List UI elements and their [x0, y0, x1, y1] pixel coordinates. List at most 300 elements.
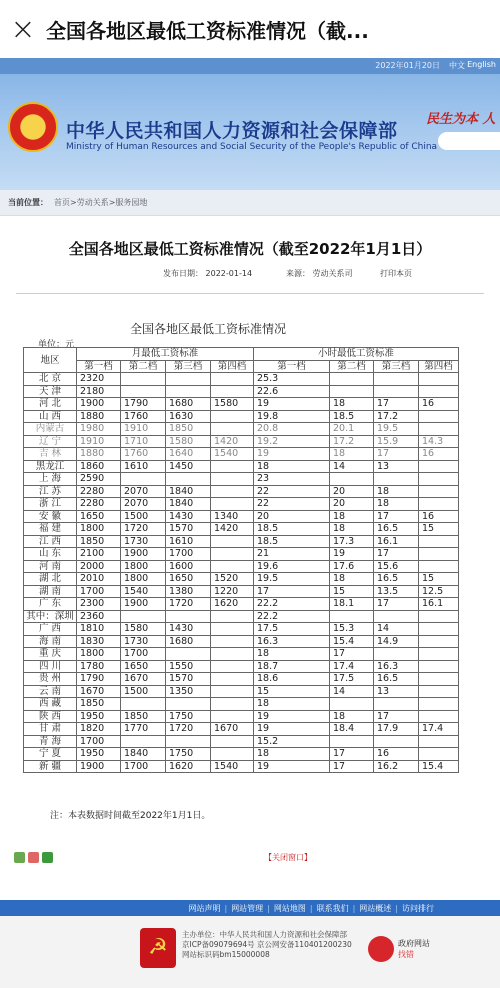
- hourly-wage-cell: 17.5: [254, 623, 330, 636]
- monthly-wage-cell: 1650: [166, 573, 211, 586]
- breadcrumb-path[interactable]: 首页>劳动关系>服务园地: [54, 198, 148, 207]
- monthly-wage-cell: 1220: [211, 585, 254, 598]
- hourly-wage-cell: 15: [419, 523, 459, 536]
- hourly-wage-cell: 19.6: [254, 560, 330, 573]
- share-icon[interactable]: [14, 852, 25, 863]
- hourly-wage-cell: 16.5: [374, 673, 419, 686]
- monthly-wage-cell: 1720: [121, 523, 166, 536]
- monthly-wage-cell: [121, 698, 166, 711]
- language-english-link[interactable]: English: [467, 60, 496, 69]
- monthly-wage-cell: 1650: [121, 660, 166, 673]
- monthly-wage-cell: [211, 548, 254, 561]
- table-row: [24, 673, 459, 686]
- region-cell: 浙 江: [24, 498, 77, 511]
- monthly-wage-cell: 1840: [166, 485, 211, 498]
- footer-info: [182, 930, 352, 960]
- page-title: 全国各地区最低工资标准情况（截...: [46, 18, 369, 43]
- hourly-wage-cell: [330, 373, 374, 386]
- hourly-wage-cell: 14: [330, 460, 374, 473]
- hourly-wage-cell: 18.7: [254, 660, 330, 673]
- hourly-wage-cell: 17: [374, 710, 419, 723]
- hourly-wage-cell: 18: [254, 748, 330, 761]
- table-row: [24, 448, 459, 461]
- table-row: [24, 598, 459, 611]
- table-row: [24, 685, 459, 698]
- hourly-wage-cell: [419, 498, 459, 511]
- wage-table-body: [24, 373, 459, 773]
- region-cell: 湖 南: [24, 585, 77, 598]
- hourly-wage-cell: 19: [254, 760, 330, 773]
- banner-date: 2022年01月20日: [375, 61, 440, 70]
- monthly-wage-cell: 1710: [121, 435, 166, 448]
- monthly-wage-cell: 1630: [166, 410, 211, 423]
- table-row: [24, 710, 459, 723]
- header-hourly-tier-1: 第一档: [254, 360, 330, 373]
- hourly-wage-cell: [419, 685, 459, 698]
- hourly-wage-cell: [374, 735, 419, 748]
- language-chinese-link[interactable]: 中文: [449, 61, 465, 70]
- hourly-wage-cell: [419, 410, 459, 423]
- monthly-wage-cell: 2280: [77, 498, 121, 511]
- hourly-wage-cell: 15.4: [330, 635, 374, 648]
- monthly-wage-cell: [166, 735, 211, 748]
- hourly-wage-cell: [419, 635, 459, 648]
- hourly-wage-cell: [330, 698, 374, 711]
- hourly-wage-cell: 19.2: [254, 435, 330, 448]
- table-row: [24, 535, 459, 548]
- monthly-wage-cell: [166, 473, 211, 486]
- close-icon[interactable]: ×: [10, 11, 36, 47]
- monthly-wage-cell: 1350: [166, 685, 211, 698]
- hourly-wage-cell: 19: [330, 548, 374, 561]
- monthly-wage-cell: 1900: [77, 760, 121, 773]
- hourly-wage-cell: [330, 735, 374, 748]
- monthly-wage-cell: 1700: [77, 735, 121, 748]
- monthly-wage-cell: [211, 748, 254, 761]
- monthly-wage-cell: 1900: [121, 598, 166, 611]
- monthly-wage-cell: [211, 710, 254, 723]
- region-cell: 陕 西: [24, 710, 77, 723]
- hourly-wage-cell: 16.3: [374, 660, 419, 673]
- monthly-wage-cell: [121, 373, 166, 386]
- region-cell: 上 海: [24, 473, 77, 486]
- hourly-wage-cell: 18.5: [254, 523, 330, 536]
- hourly-wage-cell: 22: [254, 498, 330, 511]
- region-cell: 广 西: [24, 623, 77, 636]
- hourly-wage-cell: [374, 373, 419, 386]
- hourly-wage-cell: 16.1: [419, 598, 459, 611]
- monthly-wage-cell: 2320: [77, 373, 121, 386]
- region-cell: 贵 州: [24, 673, 77, 686]
- monthly-wage-cell: 1670: [211, 723, 254, 736]
- region-cell: 青 海: [24, 735, 77, 748]
- region-cell: 北 京: [24, 373, 77, 386]
- hourly-wage-cell: 17.6: [330, 560, 374, 573]
- hourly-wage-cell: [374, 648, 419, 661]
- hourly-wage-cell: 16: [419, 510, 459, 523]
- monthly-wage-cell: [211, 423, 254, 436]
- monthly-wage-cell: 1580: [121, 623, 166, 636]
- footer: [0, 916, 500, 988]
- table-note: 注：本表数据时间截至2022年1月1日。: [50, 811, 211, 821]
- monthly-wage-cell: 1900: [121, 548, 166, 561]
- monthly-wage-cell: 1420: [211, 435, 254, 448]
- monthly-wage-cell: 2070: [121, 485, 166, 498]
- monthly-wage-cell: 1430: [166, 510, 211, 523]
- hourly-wage-cell: 17: [374, 510, 419, 523]
- footer-link-ranking[interactable]: 访问排行: [402, 903, 434, 913]
- table-row: [24, 473, 459, 486]
- monthly-wage-cell: 1520: [211, 573, 254, 586]
- monthly-wage-cell: 2180: [77, 385, 121, 398]
- table-row: [24, 410, 459, 423]
- hourly-wage-cell: 17: [374, 448, 419, 461]
- hourly-wage-cell: 18: [254, 648, 330, 661]
- monthly-wage-cell: 1450: [166, 460, 211, 473]
- monthly-wage-cell: 1700: [121, 648, 166, 661]
- table-row: [24, 498, 459, 511]
- monthly-wage-cell: [211, 498, 254, 511]
- wechat-icon[interactable]: [42, 852, 53, 863]
- monthly-wage-cell: [121, 385, 166, 398]
- monthly-wage-cell: 1860: [77, 460, 121, 473]
- hourly-wage-cell: 17.9: [374, 723, 419, 736]
- table-row: [24, 623, 459, 636]
- hourly-wage-cell: 14: [374, 623, 419, 636]
- breadcrumb-label: 当前位置：: [8, 198, 48, 207]
- monthly-wage-cell: [166, 648, 211, 661]
- monthly-wage-cell: [121, 610, 166, 623]
- monthly-wage-cell: 1770: [121, 723, 166, 736]
- hourly-wage-cell: 17.2: [330, 435, 374, 448]
- gov-site-sub: 找错: [398, 950, 414, 959]
- hourly-wage-cell: 14: [330, 685, 374, 698]
- hourly-wage-cell: [419, 485, 459, 498]
- wage-table: [23, 347, 459, 773]
- hourly-wage-cell: 19.5: [374, 423, 419, 436]
- table-row: [24, 523, 459, 536]
- table-row: [24, 585, 459, 598]
- monthly-wage-cell: 1420: [211, 523, 254, 536]
- monthly-wage-cell: 1670: [77, 685, 121, 698]
- monthly-wage-cell: 1880: [77, 410, 121, 423]
- hourly-wage-cell: [419, 748, 459, 761]
- hourly-wage-cell: [330, 385, 374, 398]
- slogan: 民生为本 人: [426, 112, 496, 127]
- monthly-wage-cell: [211, 560, 254, 573]
- hourly-wage-cell: 18: [330, 510, 374, 523]
- table-row: [24, 510, 459, 523]
- hourly-wage-cell: 19: [254, 448, 330, 461]
- hourly-wage-cell: 17.2: [374, 410, 419, 423]
- monthly-wage-cell: 1580: [166, 435, 211, 448]
- region-cell: 黑龙江: [24, 460, 77, 473]
- region-cell: 云 南: [24, 685, 77, 698]
- monthly-wage-cell: [211, 385, 254, 398]
- table-row: [24, 560, 459, 573]
- monthly-wage-cell: 2300: [77, 598, 121, 611]
- hourly-wage-cell: [419, 473, 459, 486]
- monthly-wage-cell: 1380: [166, 585, 211, 598]
- hourly-wage-cell: 18.5: [254, 535, 330, 548]
- hourly-wage-cell: 20.8: [254, 423, 330, 436]
- hourly-wage-cell: [419, 560, 459, 573]
- hourly-wage-cell: 22.6: [254, 385, 330, 398]
- monthly-wage-cell: 1730: [121, 535, 166, 548]
- monthly-wage-cell: 1680: [166, 398, 211, 411]
- monthly-wage-cell: 2360: [77, 610, 121, 623]
- monthly-wage-cell: 1570: [166, 523, 211, 536]
- weibo-icon[interactable]: [28, 852, 39, 863]
- monthly-wage-cell: 1850: [166, 423, 211, 436]
- monthly-wage-cell: 2280: [77, 485, 121, 498]
- monthly-wage-cell: 2590: [77, 473, 121, 486]
- hourly-wage-cell: 19.8: [254, 410, 330, 423]
- monthly-wage-cell: [211, 473, 254, 486]
- monthly-wage-cell: [211, 648, 254, 661]
- hourly-wage-cell: 21: [254, 548, 330, 561]
- monthly-wage-cell: 1800: [77, 648, 121, 661]
- monthly-wage-cell: 1700: [166, 548, 211, 561]
- table-row: [24, 735, 459, 748]
- monthly-wage-cell: 2070: [121, 498, 166, 511]
- monthly-wage-cell: 1720: [166, 723, 211, 736]
- header-region: 地区: [24, 348, 77, 373]
- hourly-wage-cell: 17: [254, 585, 330, 598]
- header-monthly: 月最低工资标准: [77, 348, 254, 361]
- monthly-wage-cell: 1700: [77, 585, 121, 598]
- close-window-link[interactable]: 【关闭窗口】: [264, 853, 312, 862]
- hourly-wage-cell: 18: [254, 460, 330, 473]
- monthly-wage-cell: 2100: [77, 548, 121, 561]
- monthly-wage-cell: [166, 610, 211, 623]
- monthly-wage-cell: [166, 385, 211, 398]
- monthly-wage-cell: 1950: [77, 748, 121, 761]
- table-row: [24, 373, 459, 386]
- monthly-wage-cell: 1430: [166, 623, 211, 636]
- hourly-wage-cell: [419, 548, 459, 561]
- divider: [16, 293, 484, 294]
- table-row: [24, 548, 459, 561]
- hourly-wage-cell: 22.2: [254, 598, 330, 611]
- header-hourly-tier-4: 第四档: [419, 360, 459, 373]
- hourly-wage-cell: 17: [374, 398, 419, 411]
- table-caption: 全国各地区最低工资标准情况: [130, 322, 287, 336]
- footer-link-contact[interactable]: 联系我们: [316, 903, 349, 913]
- hourly-wage-cell: 15.4: [419, 760, 459, 773]
- hourly-wage-cell: [419, 673, 459, 686]
- monthly-wage-cell: [211, 673, 254, 686]
- table-row: [24, 698, 459, 711]
- monthly-wage-cell: 1880: [77, 448, 121, 461]
- hourly-wage-cell: 13.5: [374, 585, 419, 598]
- monthly-wage-cell: 1840: [166, 498, 211, 511]
- region-cell: 山 西: [24, 410, 77, 423]
- hourly-wage-cell: 17: [374, 548, 419, 561]
- hourly-wage-cell: 18: [254, 698, 330, 711]
- footer-link-statement[interactable]: 网站声明: [188, 903, 221, 913]
- header-monthly-tier-2: 第二档: [121, 360, 166, 373]
- monthly-wage-cell: 1800: [77, 523, 121, 536]
- monthly-wage-cell: 1910: [121, 423, 166, 436]
- table-row: [24, 435, 459, 448]
- hourly-wage-cell: [419, 423, 459, 436]
- hourly-wage-cell: 14.3: [419, 435, 459, 448]
- search-input[interactable]: [438, 132, 500, 150]
- region-cell: 其中：深圳: [24, 610, 77, 623]
- hourly-wage-cell: 18.5: [330, 410, 374, 423]
- table-row: [24, 573, 459, 586]
- gov-site-badge-icon[interactable]: [368, 936, 394, 962]
- footer-nav: 网站声明 | 网站管理 | 网站地图 | 联系我们 | 网站概述 | 访问排行: [0, 900, 500, 916]
- hourly-wage-cell: 22.2: [254, 610, 330, 623]
- monthly-wage-cell: 1900: [77, 398, 121, 411]
- table-row: [24, 760, 459, 773]
- hourly-wage-cell: [374, 610, 419, 623]
- hourly-wage-cell: 19.5: [254, 573, 330, 586]
- table-row: [24, 485, 459, 498]
- monthly-wage-cell: 1790: [77, 673, 121, 686]
- hourly-wage-cell: 13: [374, 460, 419, 473]
- monthly-wage-cell: 1910: [77, 435, 121, 448]
- region-cell: 天 津: [24, 385, 77, 398]
- table-row: [24, 648, 459, 661]
- hourly-wage-cell: 16: [419, 398, 459, 411]
- hourly-wage-cell: [419, 710, 459, 723]
- hourly-wage-cell: 17.3: [330, 535, 374, 548]
- hourly-wage-cell: 15: [419, 573, 459, 586]
- monthly-wage-cell: 2000: [77, 560, 121, 573]
- hourly-wage-cell: 15: [254, 685, 330, 698]
- monthly-wage-cell: 1810: [77, 623, 121, 636]
- hourly-wage-cell: 23: [254, 473, 330, 486]
- hourly-wage-cell: 15: [330, 585, 374, 598]
- hourly-wage-cell: 18: [374, 485, 419, 498]
- hourly-wage-cell: 16.3: [254, 635, 330, 648]
- hourly-wage-cell: [330, 473, 374, 486]
- top-navigation-bar: [0, 0, 500, 58]
- gov-site-error-link[interactable]: [398, 938, 430, 960]
- monthly-wage-cell: 1680: [166, 635, 211, 648]
- hourly-wage-cell: 16: [374, 748, 419, 761]
- hourly-wage-cell: 18.6: [254, 673, 330, 686]
- print-link[interactable]: 打印本页: [380, 269, 412, 278]
- hourly-wage-cell: [419, 735, 459, 748]
- monthly-wage-cell: 1640: [166, 448, 211, 461]
- hourly-wage-cell: [374, 473, 419, 486]
- publish-date: 发布日期： 2022-01-14: [163, 269, 253, 278]
- hourly-wage-cell: [374, 385, 419, 398]
- monthly-wage-cell: 1790: [121, 398, 166, 411]
- footer-sponsor: 主办单位：中华人民共和国人力资源和社会保障部: [182, 930, 347, 939]
- monthly-wage-cell: 1850: [121, 710, 166, 723]
- article-title: 全国各地区最低工资标准情况（截至2022年1月1日）: [68, 240, 432, 258]
- table-row: [24, 748, 459, 761]
- monthly-wage-cell: 1580: [211, 398, 254, 411]
- table-row: [24, 385, 459, 398]
- hourly-wage-cell: [419, 535, 459, 548]
- ministry-name-cn: 中华人民共和国人力资源和社会保障部: [66, 120, 398, 142]
- hourly-wage-cell: 17: [330, 648, 374, 661]
- monthly-wage-cell: 1840: [121, 748, 166, 761]
- region-cell: 福 建: [24, 523, 77, 536]
- hourly-wage-cell: 18.4: [330, 723, 374, 736]
- monthly-wage-cell: 1610: [166, 535, 211, 548]
- monthly-wage-cell: [211, 610, 254, 623]
- region-cell: 河 南: [24, 560, 77, 573]
- footer-link-management[interactable]: 网站管理: [231, 903, 264, 913]
- breadcrumb: [0, 190, 500, 216]
- monthly-wage-cell: 1500: [121, 510, 166, 523]
- region-cell: 新 疆: [24, 760, 77, 773]
- monthly-wage-cell: 1610: [121, 460, 166, 473]
- monthly-wage-cell: [211, 460, 254, 473]
- party-emblem-icon: ☭: [140, 928, 176, 968]
- monthly-wage-cell: [211, 373, 254, 386]
- monthly-wage-cell: 1620: [211, 598, 254, 611]
- monthly-wage-cell: 1550: [166, 660, 211, 673]
- hourly-wage-cell: 18: [330, 523, 374, 536]
- hourly-wage-cell: 19: [254, 398, 330, 411]
- hourly-wage-cell: 25.3: [254, 373, 330, 386]
- monthly-wage-cell: 1760: [121, 410, 166, 423]
- hourly-wage-cell: [419, 623, 459, 636]
- monthly-wage-cell: 1570: [166, 673, 211, 686]
- hourly-wage-cell: [419, 698, 459, 711]
- hourly-wage-cell: [419, 610, 459, 623]
- header-monthly-tier-4: 第四档: [211, 360, 254, 373]
- footer-link-overview[interactable]: 网站概述: [359, 903, 392, 913]
- monthly-wage-cell: 1750: [166, 748, 211, 761]
- hourly-wage-cell: 16.5: [374, 523, 419, 536]
- region-cell: 辽 宁: [24, 435, 77, 448]
- hourly-wage-cell: 13: [374, 685, 419, 698]
- hourly-wage-cell: 16.2: [374, 760, 419, 773]
- footer-icp[interactable]: 京ICP备09079694号 京公网安备110401200230: [182, 940, 352, 949]
- hourly-wage-cell: [419, 373, 459, 386]
- monthly-wage-cell: 1750: [166, 710, 211, 723]
- monthly-wage-cell: 1600: [166, 560, 211, 573]
- region-cell: 江 苏: [24, 485, 77, 498]
- monthly-wage-cell: 1340: [211, 510, 254, 523]
- ministry-name-en: Ministry of Human Resources and Social Security of the People's Republic of China: [66, 142, 438, 152]
- region-cell: 广 东: [24, 598, 77, 611]
- region-cell: 安 徽: [24, 510, 77, 523]
- hourly-wage-cell: 22: [254, 485, 330, 498]
- footer-link-sitemap[interactable]: 网站地图: [273, 903, 306, 913]
- monthly-wage-cell: [166, 698, 211, 711]
- hourly-wage-cell: 14.9: [374, 635, 419, 648]
- hourly-wage-cell: 20: [254, 510, 330, 523]
- hourly-wage-cell: 20: [330, 498, 374, 511]
- monthly-wage-cell: [121, 735, 166, 748]
- monthly-wage-cell: [211, 698, 254, 711]
- monthly-wage-cell: 1980: [77, 423, 121, 436]
- hourly-wage-cell: [419, 460, 459, 473]
- region-cell: 山 东: [24, 548, 77, 561]
- table-row: [24, 660, 459, 673]
- hourly-wage-cell: [419, 385, 459, 398]
- monthly-wage-cell: 1700: [121, 760, 166, 773]
- monthly-wage-cell: 1730: [121, 635, 166, 648]
- monthly-wage-cell: 1800: [121, 573, 166, 586]
- region-cell: 甘 肃: [24, 723, 77, 736]
- monthly-wage-cell: 1780: [77, 660, 121, 673]
- hourly-wage-cell: 15.6: [374, 560, 419, 573]
- monthly-wage-cell: 1850: [77, 698, 121, 711]
- monthly-wage-cell: [211, 685, 254, 698]
- hourly-wage-cell: 18: [330, 448, 374, 461]
